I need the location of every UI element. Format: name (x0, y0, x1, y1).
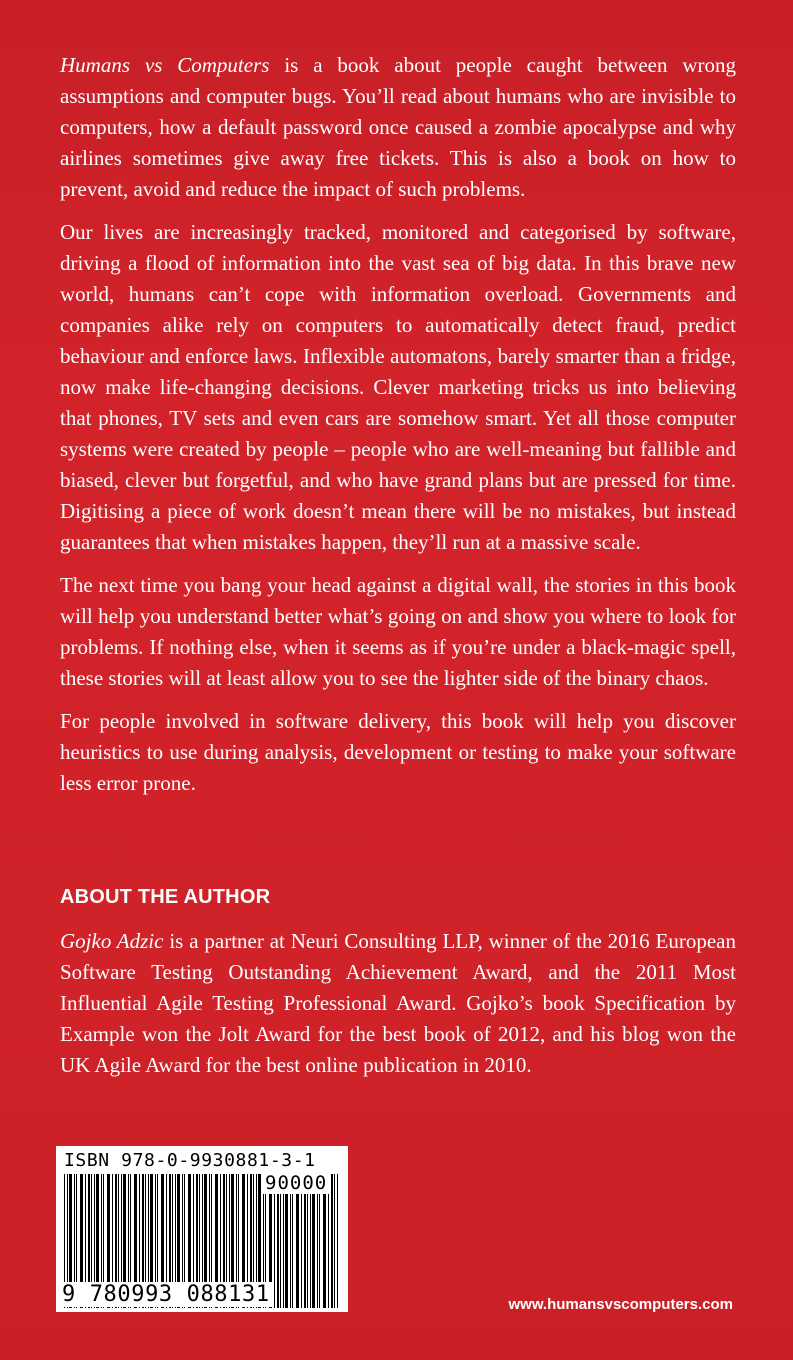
description-paragraph-3: The next time you bang your head against a digital wall, the stories in this book will help you understand better what’s going on and show you where to look for problems. If nothing else, when it seems as if you’re under a black-magic spell, these stories will at least allow you to see the lighter side of the binary chaos. (60, 573, 736, 690)
barcode-bar (328, 1174, 329, 1308)
barcode-bar (292, 1174, 293, 1308)
about-author-heading: ABOUT THE AUTHOR (60, 886, 271, 908)
barcode-bar (304, 1174, 306, 1308)
book-description (60, 50, 736, 811)
isbn-barcode (56, 1146, 348, 1312)
barcode-bar (277, 1174, 279, 1308)
description-paragraph-4: For people involved in software delivery, this book will help you discover heuristics to use during analysis, development or testing to make your software less error prone. (60, 709, 736, 795)
barcode-bar (317, 1174, 318, 1308)
author-bio-text: is a partner at Neuri Consulting LLP, winner of the 2016 European Software Testing Outstanding Achievement Award, and the 2011 Most Influential Agile Testing Professional Award. Gojko’s book Specification by Example won the Jolt Award for the best book of 2012, and his blog won the UK Agile Award for the best online publication in 2010. (60, 929, 736, 1077)
isbn-number: ISBN 978-0-9930881-3-1 (64, 1150, 316, 1171)
barcode-bar (307, 1174, 308, 1308)
barcode-bar (285, 1174, 288, 1308)
barcode-bar (296, 1174, 299, 1308)
barcode-bar (283, 1174, 284, 1308)
book-title: Humans vs Computers (60, 53, 270, 77)
barcode-bar (331, 1174, 333, 1308)
website-url: www.humansvscomputers.com (508, 1296, 733, 1313)
barcode-bar (337, 1174, 338, 1308)
barcode-bar (334, 1174, 335, 1308)
barcode-bar (301, 1174, 302, 1308)
barcode-bar (290, 1174, 291, 1308)
description-paragraph-1 (60, 50, 736, 205)
author-bio (60, 926, 736, 1081)
barcode-bar (323, 1174, 326, 1308)
barcode-bar (312, 1174, 315, 1308)
author-name: Gojko Adzic (60, 929, 164, 953)
description-paragraph-1-text: is a book about people caught between wrong assumptions and computer bugs. You’ll read about humans who are invisible to computers, how a default password once caused a zombie apocalypse and why airlines sometimes give away free tickets. This is also a book on how to prevent, avoid and reduce the impact of such problems. (60, 53, 737, 201)
price-code: 90000 (261, 1172, 331, 1194)
barcode-bar (274, 1174, 275, 1308)
description-paragraph-2: Our lives are increasingly tracked, monitored and categorised by software, driving a flood of information into the vast sea of big data. In this brave new world, humans can’t cope with information overload. Governments and companies alike rely on computers to automatically detect fraud, predict behaviour and enforce laws. Inflexible automatons, barely smarter than a fridge, now make life-changing decisions. Clever marketing tricks us into believing that phones, TV sets and even cars are somehow smart. Yet all those computer systems were created by people – people who are well-meaning but fallible and biased, clever but forgetful, and who have grand plans but are pressed for time. Digitising a piece of work doesn’t mean there will be no mistakes, but instead guarantees that when mistakes happen, they’ll run at a massive scale. (60, 220, 736, 554)
ean-digits: 9 780993 088131 (62, 1282, 274, 1307)
barcode-bar (280, 1174, 281, 1308)
barcode-bar (319, 1174, 320, 1308)
barcode-bar (310, 1174, 311, 1308)
